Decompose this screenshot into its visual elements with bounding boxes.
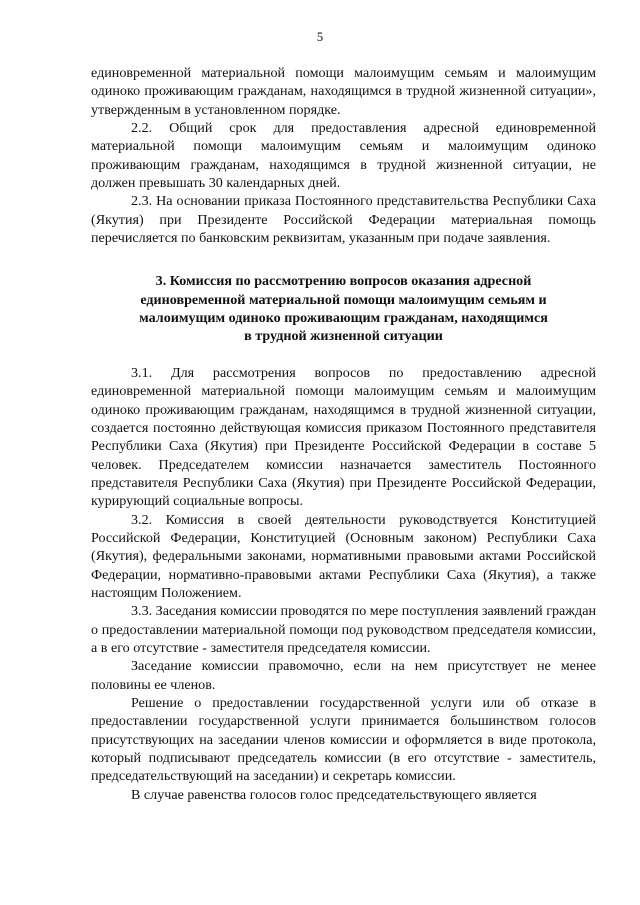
section-heading-line: в трудной жизненной ситуации	[244, 328, 443, 345]
paragraph-3-2: 3.2. Комиссия в своей деятельности руководствуется Конституцией Российской Федерации, Конституцией (Основным законом) Республики Саха (Якутия), федеральными законами, нормативными правовыми актами Российской Федерации, нормативно-правовыми актами Республики Саха (Якутия), а также настоящим Положением.	[91, 511, 596, 601]
paragraph-quorum: Заседание комиссии правомочно, если на нем присутствует не менее половины ее членов.	[91, 658, 596, 693]
paragraph-3-3: 3.3. Заседания комиссии проводятся по мере поступления заявлений граждан о предоставлении материальной помощи под руководством председателя комиссии, а в его отсутствие - заместителя председателя комиссии.	[91, 603, 596, 656]
page-number: 5	[316, 30, 324, 44]
paragraph-continuation: единовременной материальной помощи малоимущим семьям и малоимущим одиноко проживающим гражданам, находящимся в трудной жизненной ситуации», утвержденным в установленном порядке.	[91, 65, 596, 118]
section-heading-line: 3. Комиссия по рассмотрению вопросов оказания адресной	[155, 273, 532, 290]
section-heading-line: единовременной материальной помощи малоимущим семьям и	[140, 291, 547, 308]
paragraph-decision: Решение о предоставлении государственной услуги или об отказе в предоставлении государственной услуги принимается большинством голосов присутствующих на заседании членов комиссии и оформляется в виде протокола, который подписывают председатель комиссии (в его отсутствие - заместитель, председательствующий на заседании) и секретарь комиссии.	[91, 695, 596, 785]
paragraph-3-1: 3.1. Для рассмотрения вопросов по предоставлению адресной единовременной материальной помощи малоимущим семьям и малоимущим одиноко проживающим гражданам, находящимся в трудной жизненной ситуации, создается постоянно действующая комиссия приказом Постоянного представителя Республики Саха (Якутия) при Президенте Российской Федерации в составе 5 человек. Председателем комиссии назначается заместитель Постоянного представителя Республики Саха (Якутия) при Президенте Российской Федерации, курирующий социальные вопросы.	[91, 364, 596, 510]
paragraph-2-2: 2.2. Общий срок для предоставления адресной единовременной материальной помощи малоимущим семьям и малоимущим одиноко проживающим гражданам, находящимся в трудной жизненной ситуации, не должен превышать 30 календарных дней.	[91, 120, 596, 192]
section-heading-line: малоимущим одиноко проживающим гражданам, находящимся	[139, 310, 548, 327]
section-3-heading	[91, 272, 596, 345]
document-body	[91, 64, 596, 804]
paragraph-2-3: 2.3. На основании приказа Постоянного представительства Республики Саха (Якутия) при Президенте Российской Федерации материальная помощь перечисляется по банковским реквизитам, указанным при подаче заявления.	[91, 193, 596, 247]
paragraph-tie-vote: В случае равенства голосов голос председательствующего является	[131, 786, 537, 803]
